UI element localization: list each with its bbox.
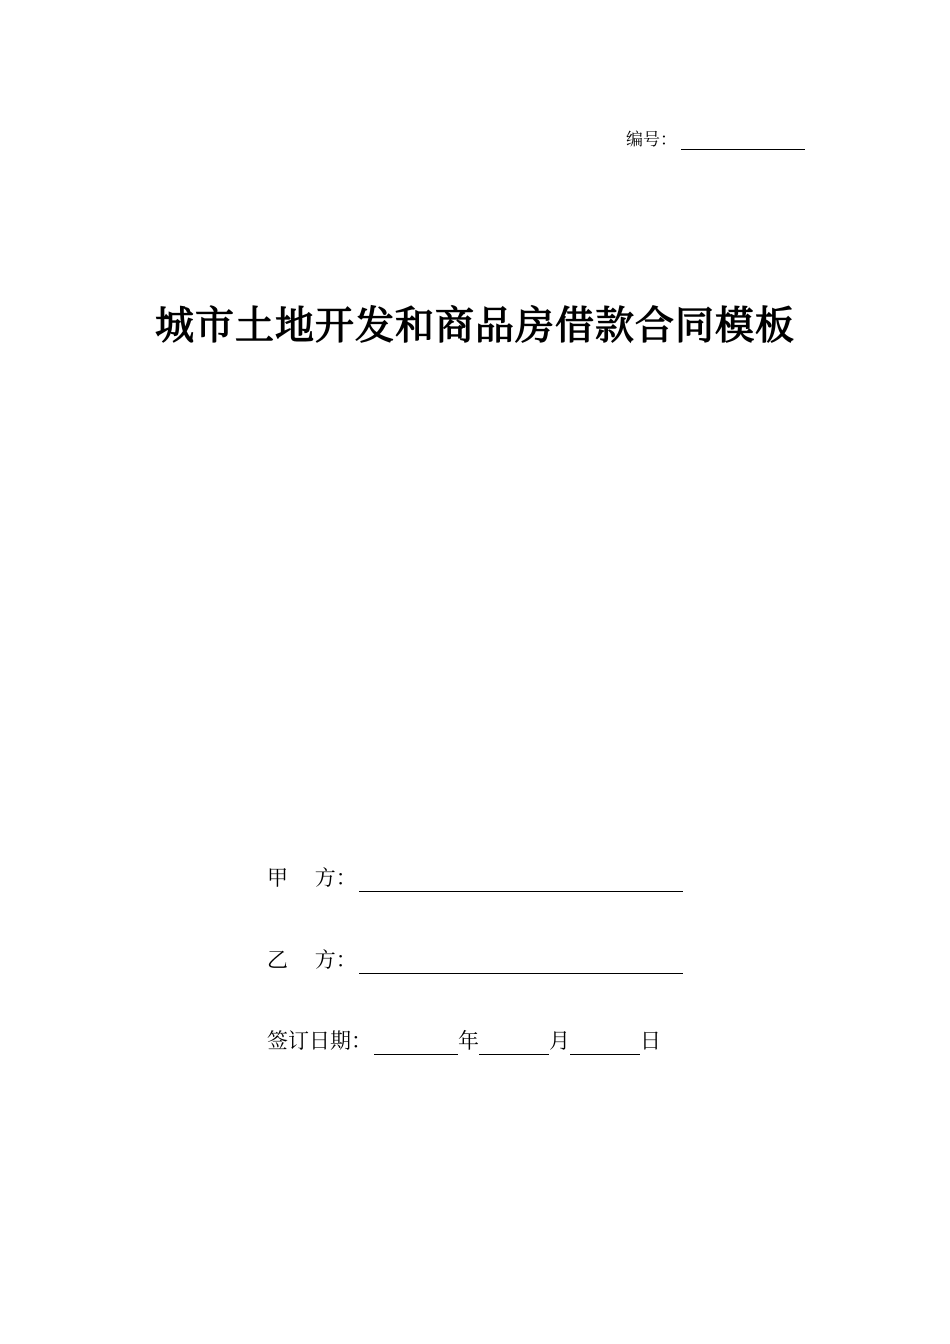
month-label: 月	[549, 1029, 570, 1053]
sign-date-label: 签订日期：	[267, 1029, 372, 1053]
party-a-blank[interactable]	[359, 869, 683, 892]
day-label: 日	[640, 1029, 661, 1053]
party-a-row	[267, 862, 683, 892]
document-number-label: 编号：	[626, 130, 677, 150]
party-b-blank[interactable]	[359, 951, 683, 974]
document-number-blank[interactable]	[681, 129, 805, 150]
year-label: 年	[458, 1029, 479, 1053]
sign-day-blank[interactable]	[570, 1032, 640, 1055]
document-title: 城市土地开发和商品房借款合同模板	[154, 304, 795, 349]
sign-year-blank[interactable]	[374, 1032, 458, 1055]
sign-date-row	[267, 1025, 661, 1055]
party-b-label: 乙 方：	[267, 948, 357, 972]
party-a-label: 甲 方：	[267, 866, 357, 890]
document-number	[626, 124, 805, 150]
party-b-row	[267, 944, 683, 974]
sign-month-blank[interactable]	[479, 1032, 549, 1055]
